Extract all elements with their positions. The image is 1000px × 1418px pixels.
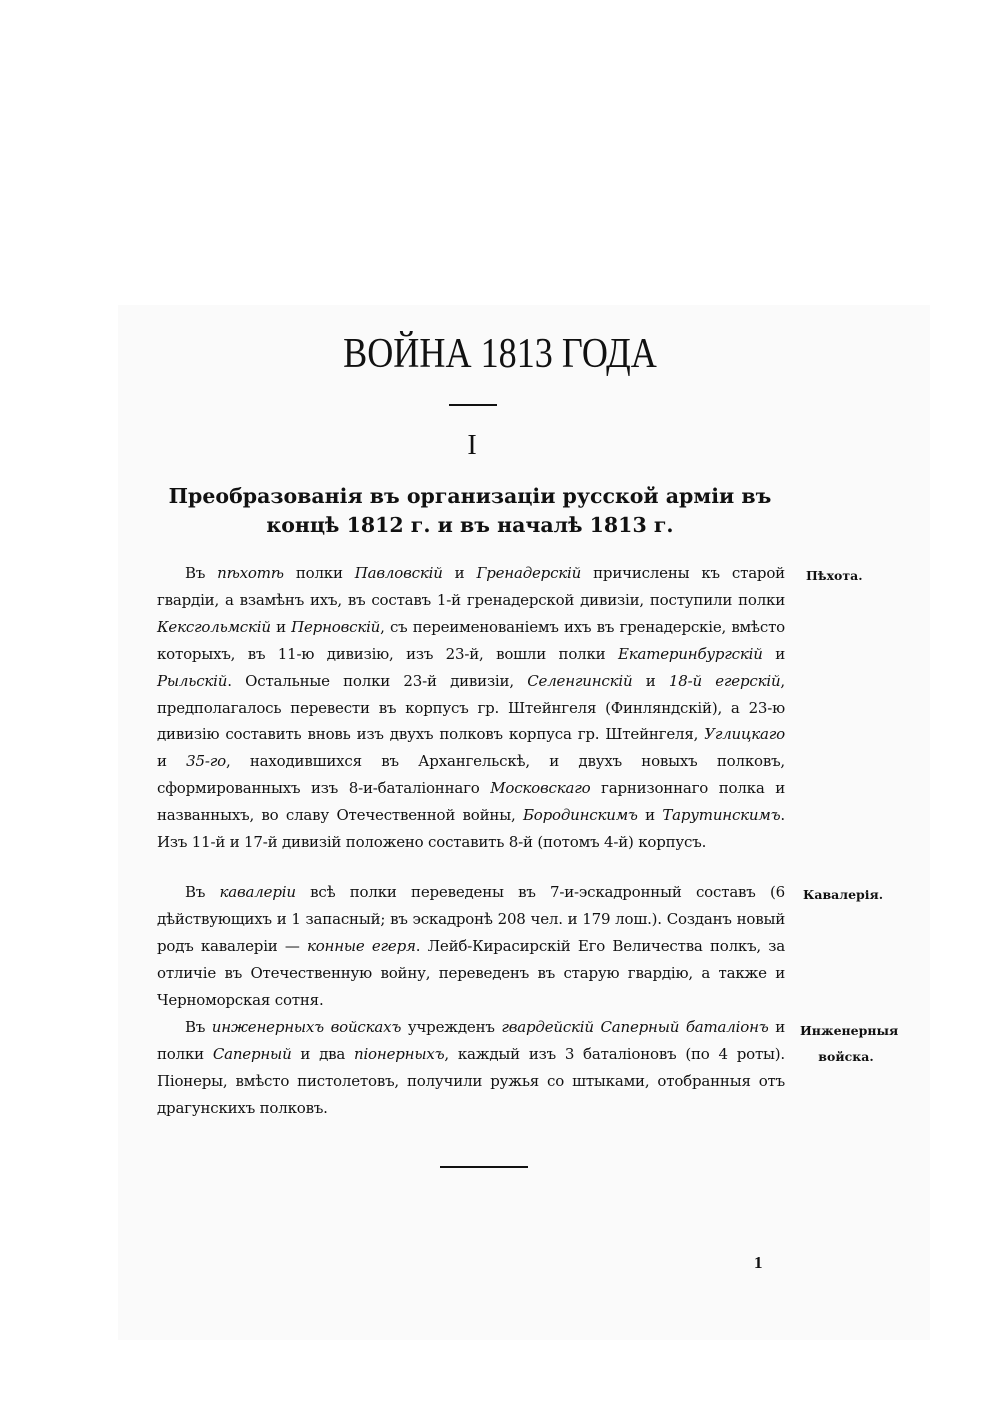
- paragraph-text: [157, 560, 785, 856]
- margin-note-infantry: Пѣхота.: [806, 568, 863, 583]
- text-run: и два: [291, 1044, 354, 1063]
- text-run: учрежденъ: [401, 1018, 502, 1036]
- text-run: , каждый изъ 3 баталіоновъ (по 4 роты). Піонеры, вмѣсто пистолетовъ, получили ружья со штыками, отобранныя отъ драгунскихъ полковъ.: [157, 1044, 785, 1117]
- text-run: и: [442, 564, 477, 582]
- italic-run: Селенгинскій: [527, 671, 633, 690]
- text-run: , съ переименованіемъ ихъ въ гренадерскіе, вмѣсто которыхъ, въ 11-ю дивизію, изъ 23-й, вошли полки: [157, 617, 786, 663]
- text-run: Въ: [185, 564, 218, 582]
- text-run: и: [637, 806, 663, 825]
- italic-run: Кексгольмскій: [157, 617, 271, 636]
- italic-run: 18-й егерскій: [668, 671, 781, 690]
- italic-run: конные егеря: [306, 936, 416, 955]
- paragraph-infantry: [157, 560, 785, 856]
- text-run: . Остальные полки 23-й дивизіи,: [227, 671, 528, 690]
- text-run: причислены къ старой гвардіи, а взамѣнъ ихъ, въ составъ 1-й гренадерской дивизіи, поступили полки: [157, 564, 785, 609]
- section-number: I: [467, 430, 477, 461]
- text-run: всѣ полки переведены въ 7-и-эскадронный составъ (6 дѣйствующихъ и 1 запасный; въ эскадронѣ 208 чел. и 179 лош.). Созданъ новый родъ кавалеріи —: [157, 883, 785, 955]
- italic-run: Павловскій: [354, 564, 443, 582]
- margin-note-engineers: Инженерныя войска.: [800, 1023, 899, 1064]
- italic-run: инженерныхъ войскахъ: [211, 1018, 402, 1036]
- text-run: и: [157, 752, 187, 771]
- italic-run: піонерныхъ: [354, 1044, 445, 1063]
- text-run: Въ: [185, 1018, 212, 1036]
- paragraph-cavalry: [157, 879, 785, 1014]
- paragraph-text: [157, 1014, 785, 1122]
- italic-run: Углицкаго: [704, 725, 785, 744]
- italic-run: Рыльскій: [157, 671, 228, 690]
- title-divider: [449, 404, 497, 406]
- text-run: Въ: [185, 883, 220, 901]
- text-run: . Лейб-Кирасирскій Его Величества полкъ, за отличіе въ Отечественную войну, переведенъ въ старую гвардію, а также и Черноморская сотня.: [157, 936, 785, 1009]
- text-run: и: [762, 644, 785, 663]
- text-run: гарнизоннаго полка и названныхъ, во славу Отечественной войны,: [157, 779, 785, 825]
- page-title: ВОЙНА 1813 ГОДА: [343, 331, 657, 377]
- page-number: 1: [754, 1253, 763, 1272]
- italic-run: Екатеринбургскій: [617, 644, 763, 663]
- paragraph-text: [157, 879, 785, 1014]
- text-run: . Изъ 11-й и 17-й дивизій положено составить 8-й (потомъ 4-й) корпусъ.: [157, 806, 785, 852]
- italic-run: 35-го: [186, 752, 226, 771]
- italic-run: Бородинскимъ: [522, 806, 638, 825]
- margin-note-cavalry: Кавалерія.: [803, 887, 884, 902]
- text-run: и: [270, 617, 292, 636]
- end-divider: [440, 1166, 528, 1168]
- text-run: , предполагалось перевести въ корпусъ гр. Штейнгеля (Финляндскій), а 23-ю дивизію составить вновь изъ двухъ полковъ корпуса гр. Штейнгеля,: [157, 671, 785, 744]
- italic-run: Перновскій: [291, 617, 381, 636]
- text-run: , находившихся въ Архангельскѣ, и двухъ новыхъ полковъ, сформированныхъ изъ 8-и-баталіоннаго: [157, 752, 785, 798]
- italic-run: пѣхотѣ: [217, 564, 284, 582]
- paragraph-engineers: [157, 1014, 785, 1122]
- italic-run: Гренадерскій: [476, 564, 582, 582]
- text-run: и: [632, 671, 669, 690]
- italic-run: гвардейскій Саперный баталіонъ: [501, 1018, 769, 1036]
- text-run: полки: [283, 564, 355, 582]
- italic-run: кавалеріи: [219, 883, 296, 901]
- italic-run: Московскаго: [490, 779, 591, 798]
- italic-run: Саперный: [212, 1044, 292, 1063]
- italic-run: Тарутинскимъ: [662, 806, 781, 825]
- text-run: и полки: [157, 1018, 785, 1063]
- section-heading: Преобразованія въ организаціи русской арміи въ концѣ 1812 г. и въ началѣ 1813 г.: [168, 484, 772, 537]
